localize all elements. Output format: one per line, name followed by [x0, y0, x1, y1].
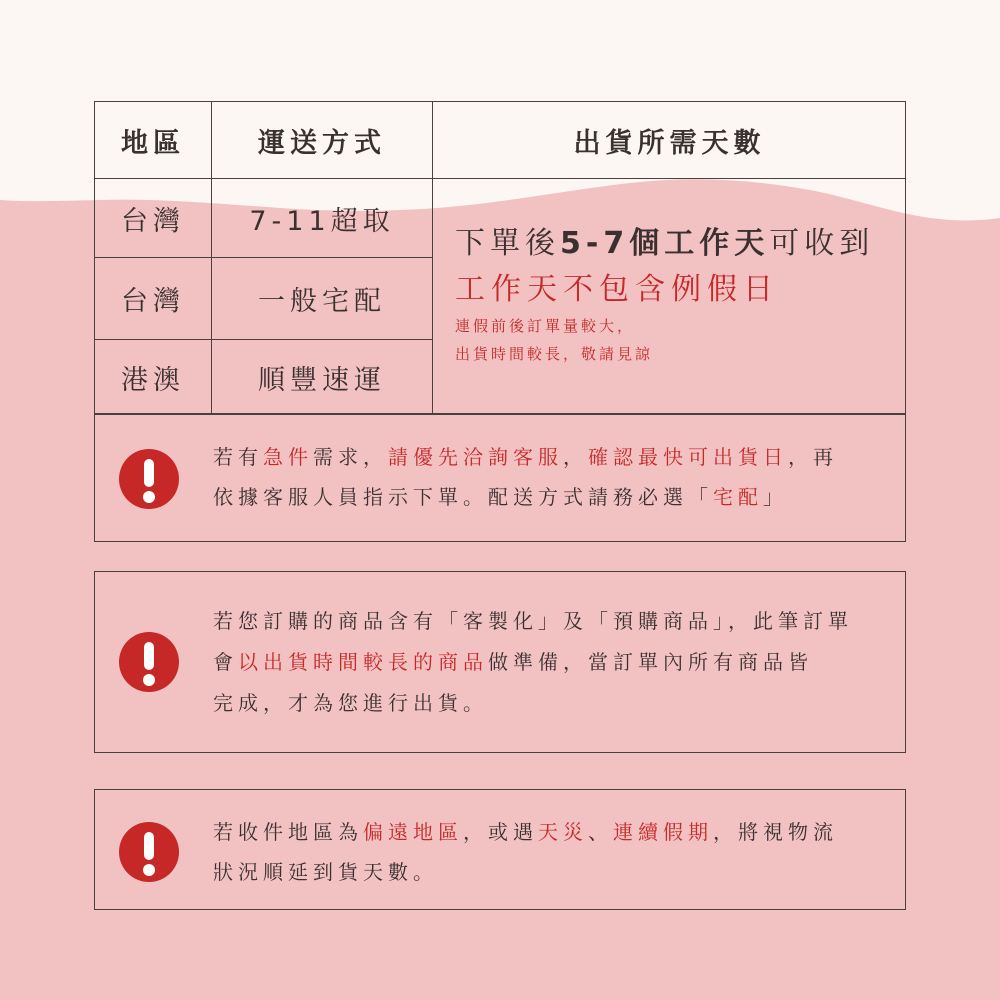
note-small-red: 出貨時間較長	[455, 345, 564, 363]
note-highlight: 5-7個工作天	[560, 226, 770, 261]
notice-box-custom	[94, 571, 906, 753]
header-region: 地區	[121, 127, 185, 159]
header-days: 出貨所需天數	[573, 127, 766, 159]
notice-segment: ，再	[788, 445, 838, 469]
notice-highlight: 確認最快可出貨日	[588, 445, 788, 469]
notice-text	[213, 812, 875, 892]
shipping-days-note	[455, 224, 895, 368]
notice-segment: 完成，才為您進行出貨。	[213, 691, 488, 715]
notice-box-urgent	[94, 414, 906, 542]
notice-highlight: 以出貨時間較長的商品	[238, 650, 488, 674]
notice-segment: ，或遇	[463, 820, 538, 844]
row-region: 港澳	[121, 364, 185, 396]
notice-segment: ，將視物流	[713, 820, 838, 844]
note-small-2	[455, 340, 895, 368]
note-small-1: 連假前後訂單量較大，	[455, 317, 636, 335]
notice-segment: 若有	[213, 445, 263, 469]
notice-text	[213, 601, 875, 724]
row-method: 7-11超取	[249, 205, 395, 237]
notice-highlight: 急件	[263, 445, 313, 469]
notice-segment: 、	[588, 820, 613, 844]
notice-highlight: 宅配	[713, 485, 763, 509]
notice-line	[213, 477, 875, 517]
exclamation-circle-icon	[119, 822, 179, 882]
shipping-table	[94, 101, 906, 414]
notice-segment: 需求，	[313, 445, 388, 469]
notice-line	[213, 601, 875, 642]
exclamation-circle-icon	[119, 632, 179, 692]
note-line-1	[455, 224, 895, 264]
row-region: 台灣	[121, 286, 185, 317]
row-region: 台灣	[121, 205, 185, 237]
exclamation-circle-icon	[119, 449, 179, 509]
notice-line	[213, 683, 875, 724]
notice-highlight: 偏遠地區	[363, 820, 463, 844]
note-text: 可收到	[769, 226, 875, 261]
notice-text	[213, 437, 875, 517]
notice-box-remote	[94, 789, 906, 910]
notice-highlight: 請優先洽詢客服	[388, 445, 563, 469]
row-method: 順豐速運	[258, 364, 386, 396]
notice-highlight: 天災	[538, 820, 588, 844]
row-method: 一般宅配	[258, 286, 386, 317]
note-text: 下單後	[455, 226, 560, 261]
notice-highlight: 連續假期	[613, 820, 713, 844]
note-small-red: ，敬請見諒	[563, 345, 654, 363]
notice-line	[213, 852, 875, 892]
notice-segment: 」	[763, 485, 788, 509]
notice-line	[213, 812, 875, 852]
notice-segment: 若收件地區為	[213, 820, 363, 844]
notice-segment: 若您訂購的商品含有「客製化」及「預購商品」，此筆訂單	[213, 609, 853, 633]
notice-line	[213, 437, 875, 477]
notice-segment: 會	[213, 650, 238, 674]
notice-segment: 做準備，當訂單內所有商品皆	[488, 650, 813, 674]
notice-segment: 狀況順延到貨天數。	[213, 860, 438, 884]
header-method: 運送方式	[258, 127, 386, 159]
notice-segment: 依據客服人員指示下單。配送方式請務必選「	[213, 485, 713, 509]
note-line-2: 工作天不包含例假日	[455, 272, 779, 307]
notice-line	[213, 642, 875, 683]
notice-segment: ，	[563, 445, 588, 469]
